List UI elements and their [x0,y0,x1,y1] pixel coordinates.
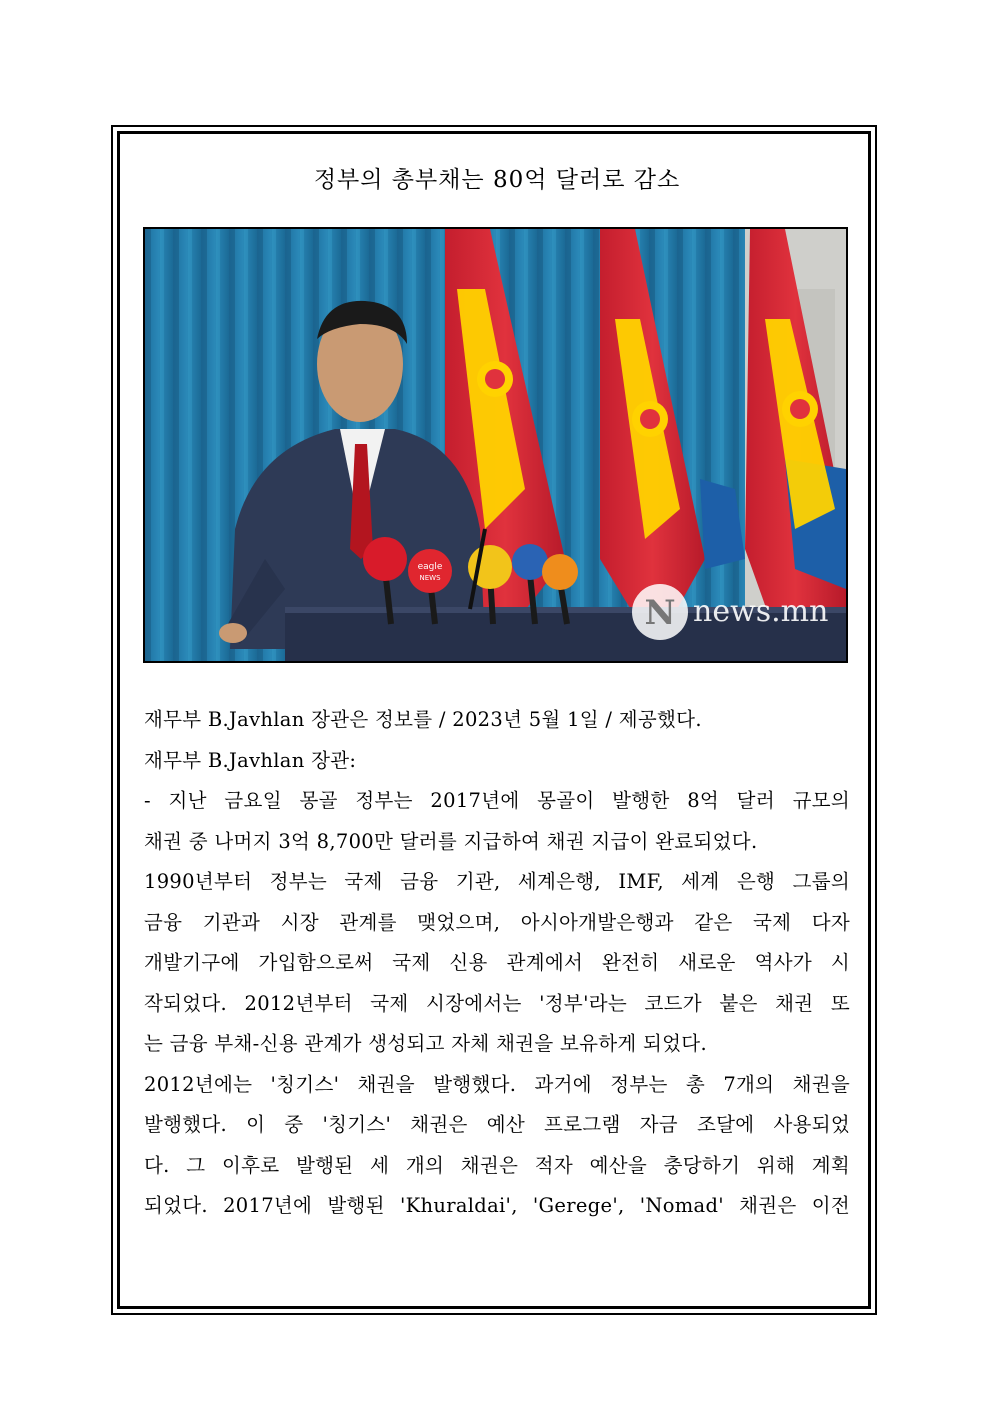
text-line: 는 금융 부채-신용 관계가 생성되고 자체 채권을 보유하게 되었다. [144,1032,707,1055]
text-line: 재무부 B.Javhlan 장관: [144,748,357,772]
mic-label-news: NEWS [419,574,441,582]
article-body [144,700,850,1227]
paragraph [144,1065,850,1227]
text-line: 작되었다. 2012년부터 국제 시장에서는 '정부'라는 코드가 붙은 채권 또 [144,991,850,1015]
text-line: 다. 그 이후로 발행된 세 개의 채권은 적자 예산을 충당하기 위해 계획 [144,1153,850,1177]
text-line: 금융 기관과 시장 관계를 맺었으며, 아시아개발은행과 같은 국제 다자 [144,910,850,934]
watermark-text: news.mn [693,594,829,629]
text-line: 되었다. 2017년에 발행된 'Khuraldai', 'Gerege', 'Nomad' 채권은 이전 [144,1194,850,1217]
text-line: 2012년에는 '칭기스' 채권을 발행했다. 과거에 정부는 총 7개의 채권을 [144,1072,850,1096]
text-line: 개발기구에 가입함으로써 국제 신용 관계에서 완전히 새로운 역사가 시 [144,951,850,974]
press-conference-image [145,229,846,661]
text-line: 재무부 B.Javhlan 장관은 정보를 / 2023년 5월 1일 / 제공했다. [144,708,702,731]
text-line: 발행했다. 이 중 '칭기스' 채권은 예산 프로그램 자금 조달에 사용되었 [144,1113,850,1136]
paragraph [144,741,850,782]
article-photo [143,227,848,663]
paragraph [144,781,850,862]
paragraph [144,700,850,741]
text-line: 채권 중 나머지 3억 8,700만 달러를 지급하여 채권 지급이 완료되었다. [144,829,758,853]
paragraph [144,862,850,1065]
watermark-logo-letter: N [644,593,676,633]
text-line: - 지난 금요일 몽골 정부는 2017년에 몽골이 발행한 8억 달러 규모의 [144,789,850,812]
mic-label-eagle: eagle [417,562,443,572]
article-title: 정부의 총부채는 80억 달러로 감소 [313,167,681,193]
text-line: 1990년부터 정부는 국제 금융 기관, 세계은행, IMF, 세계 은행 그룹의 [144,870,850,893]
